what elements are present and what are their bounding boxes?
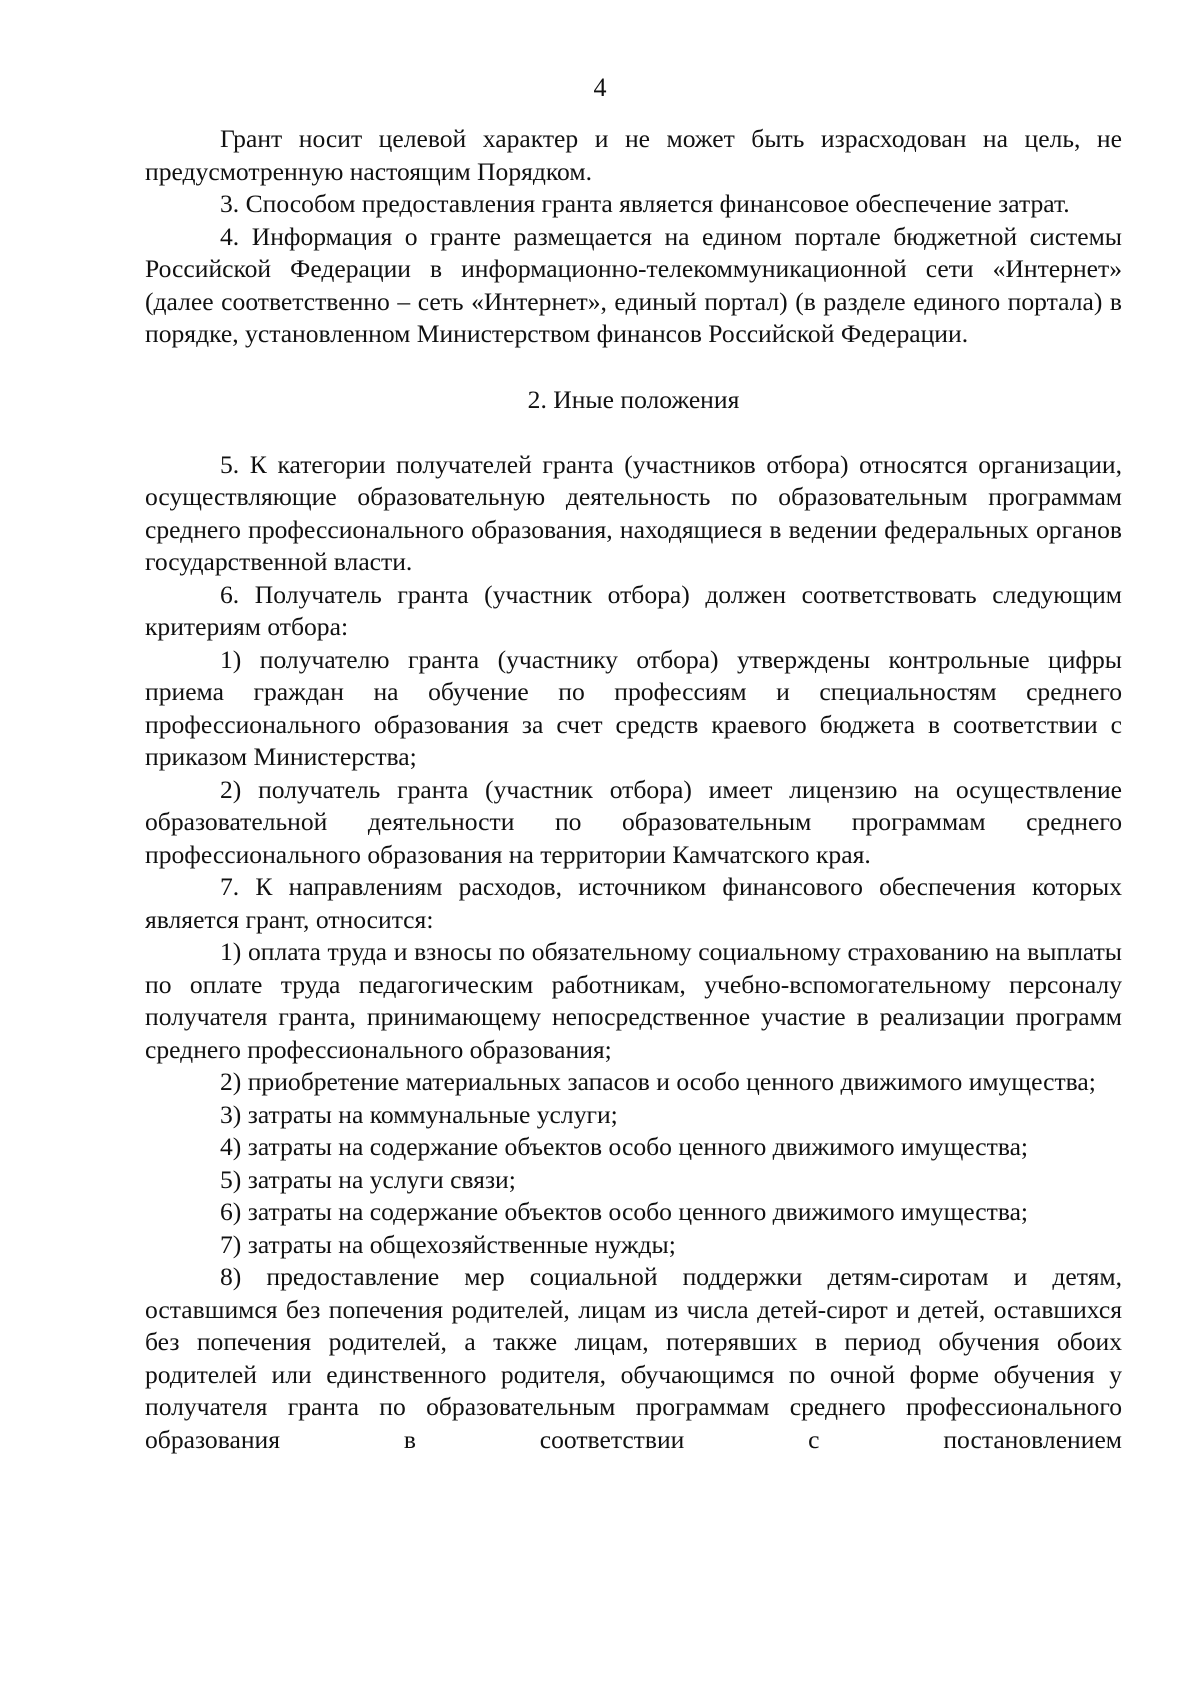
- paragraph-3-grant-method: 3. Способом предоставления гранта является финансовое обеспечение затрат.: [220, 189, 1070, 218]
- list-item-expense-8: 8) предоставление мер социальной поддержки детям-сиротам и детям, оставшимся без попечения родителей, лицам из числа детей-сирот и детей, оставшихся без попечения родителей, а также лицам, потерявших в период обучения обоих родителей или единственного родителя, обучающимся по очной форме обучения у получателя гранта по образовательным программам среднего профессионального образования в соответствии с постановлением: [145, 1262, 1122, 1454]
- list-item-expense-4: 4) затраты на содержание объектов особо ценного движимого имущества;: [220, 1132, 1029, 1161]
- list-item-criterion-1: 1) получателю гранта (участнику отбора) утверждены контрольные цифры приема граждан на обучение по профессиям и специальностям среднего профессионального образования за счет средств краевого бюджета в соответствии с приказом Министерства;: [145, 644, 1122, 771]
- list-item-expense-5: 5) затраты на услуги связи;: [220, 1164, 516, 1194]
- page-number: 4: [593, 73, 607, 102]
- document-body: [145, 123, 1122, 1456]
- paragraph-5-recipient-category: 5. К категории получателей гранта (участников отбора) относятся организации, осуществляющие образовательную деятельность по образовательным программам среднего профессионального образования, находящиеся в ведении федеральных органов государственной власти.: [145, 449, 1122, 576]
- list-item-expense-6: 6) затраты на содержание объектов особо ценного движимого имущества;: [220, 1197, 1029, 1226]
- paragraph-4-grant-information: 4. Информация о гранте размещается на едином портале бюджетной системы Российской Федерации в информационно-телекоммуникационной сети «Интернет» (далее соответственно – сеть «Интернет», единый портал) (в разделе единого портала) в порядке, установленном Министерством финансов Российской Федерации.: [145, 221, 1122, 348]
- list-item-expense-3: 3) затраты на коммунальные услуги;: [220, 1099, 618, 1129]
- paragraph-7-expense-directions: 7. К направлениям расходов, источником финансового обеспечения которых является грант, относится:: [145, 872, 1122, 934]
- paragraph-6-selection-criteria: 6. Получатель гранта (участник отбора) должен соответствовать следующим критериям отбора:: [145, 579, 1122, 641]
- section-heading: 2. Иные положения: [527, 384, 740, 414]
- list-item-expense-1: 1) оплата труда и взносы по обязательному социальному страхованию на выплаты по оплате труда педагогическим работникам, учебно-вспомогательному персоналу получателя гранта, принимающему непосредственное участие в реализации программ среднего профессионального образования;: [145, 937, 1122, 1064]
- paragraph-grant-purpose: Грант носит целевой характер и не может быть израсходован на цель, не предусмотренную настоящим Порядком.: [145, 124, 1122, 186]
- list-item-expense-7: 7) затраты на общехозяйственные нужды;: [220, 1229, 676, 1259]
- list-item-criterion-2: 2) получатель гранта (участник отбора) имеет лицензию на осуществление образовательной деятельности по образовательным программам среднего профессионального образования на территории Камчатского края.: [145, 774, 1122, 869]
- list-item-expense-2: 2) приобретение материальных запасов и особо ценного движимого имущества;: [220, 1067, 1096, 1096]
